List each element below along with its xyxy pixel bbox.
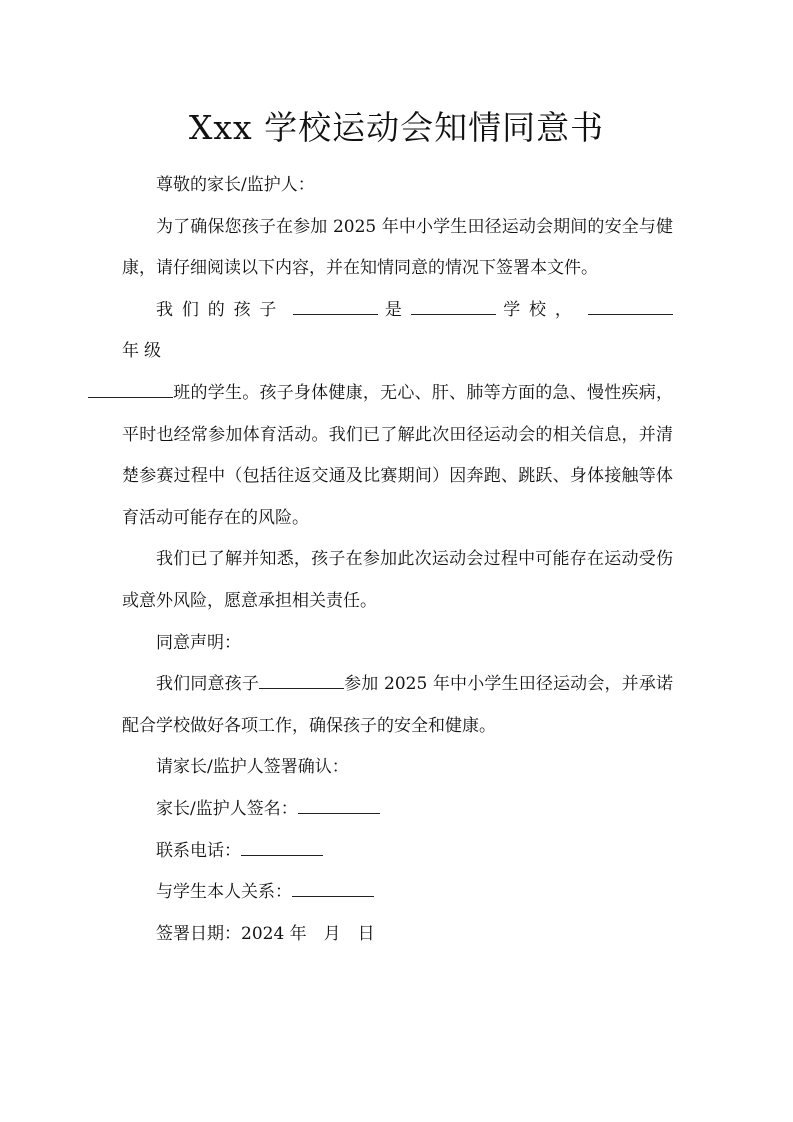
intro-paragraph: 为了确保您孩子在参加 2025 年中小学生田径运动会期间的安全与健康，请仔细阅读以下内容，并在知情同意的情况下签署本文件。 [122,216,673,279]
child-name-blank[interactable] [293,300,378,315]
phone-label: 联系电话： [156,840,241,861]
risk-paragraph: 我们已了解并知悉，孩子在参加此次运动会过程中可能存在运动受伤或意外风险，愿意承担相关责任。 [122,549,673,611]
relation-field [122,872,673,914]
salutation: 尊敬的家长/监护人： [156,175,315,195]
phone-field [122,831,673,873]
phone-blank[interactable] [241,841,323,856]
text: 参加 2025 年中小学生田径运动会，并承诺配合学校做好各项工作，确保孩子的安全和健康。 [122,674,673,736]
text: 我们的孩子 [156,299,286,320]
student-info-paragraph [122,290,673,540]
signature-label: 家长/监护人签名： [156,798,298,819]
school-name-blank[interactable] [411,300,496,315]
text: 我们同意孩子 [156,674,259,695]
document-title: Xxx 学校运动会知情同意书 [188,108,605,147]
class-blank[interactable] [88,383,173,398]
consent-child-name-blank[interactable] [259,674,344,689]
date-field: 签署日期：2024 年 月 日 [156,923,375,944]
consent-paragraph [122,664,673,747]
text: 班的学生。孩子身体健康，无心、肝、肺等方面的急、慢性疾病，平时也经常参加体育活动。我们已了解此次田径运动会的相关信息，并清楚参赛过程中（包括往返交通及比赛期间）因奔跑、跳跃、身体接触等体育活动可能存在的风险。 [122,382,673,528]
signature-field [122,789,673,831]
grade-blank[interactable] [588,300,673,315]
signature-blank[interactable] [298,799,380,814]
sign-prompt: 请家长/监护人签署确认： [156,757,349,778]
text: 年级 [122,341,166,362]
text: 学校， [503,299,581,320]
document-body [122,165,673,955]
relation-blank[interactable] [292,882,374,897]
relation-label: 与学生本人关系： [156,882,292,903]
text: 是 [384,299,404,320]
consent-heading: 同意声明： [156,632,241,653]
